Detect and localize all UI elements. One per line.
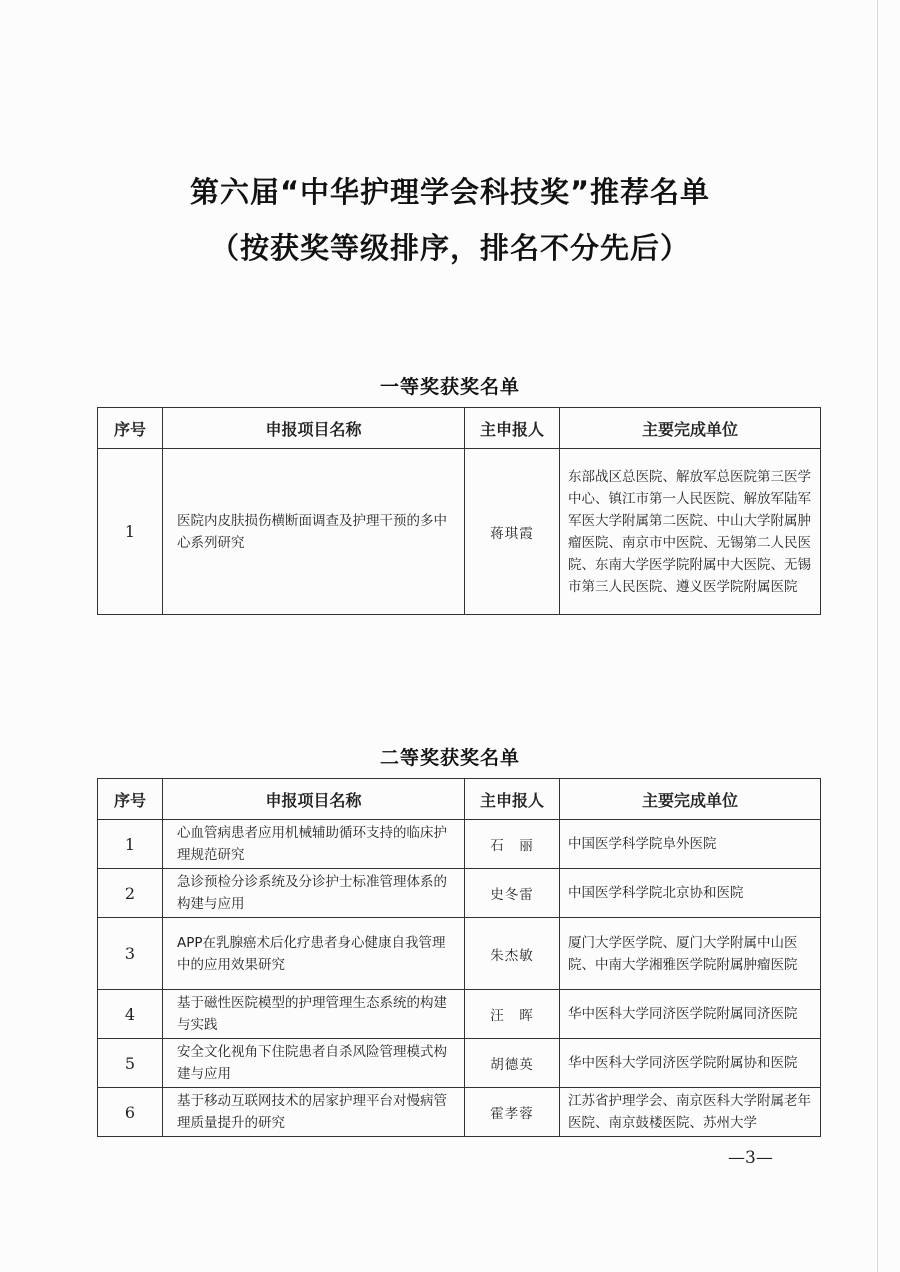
table-header-row: [98, 408, 821, 449]
row-num: 1: [98, 449, 163, 615]
header-project: 申报项目名称: [163, 408, 465, 449]
row-person: 石 丽: [465, 820, 560, 869]
row-unit: 中国医学科学院阜外医院: [560, 820, 821, 869]
header-num: 序号: [98, 779, 163, 820]
table-row: [98, 990, 821, 1039]
second-prize-title: 二等奖获奖名单: [379, 747, 520, 769]
table-row: [98, 918, 821, 990]
table-row: [98, 1088, 821, 1137]
row-project: 心血管病患者应用机械辅助循环支持的临床护理规范研究: [163, 820, 465, 869]
table-header-row: [98, 779, 821, 820]
header-unit: 主要完成单位: [560, 408, 821, 449]
row-unit: 华中医科大学同济医学院附属同济医院: [560, 990, 821, 1039]
row-unit: 江苏省护理学会、南京医科大学附属老年医院、南京鼓楼医院、苏州大学: [560, 1088, 821, 1137]
row-person: 胡德英: [465, 1039, 560, 1088]
row-person: 汪 晖: [465, 990, 560, 1039]
row-project: 基于磁性医院模型的护理管理生态系统的构建与实践: [163, 990, 465, 1039]
document-subtitle: （按获奖等级排序，排名不分先后）: [209, 231, 690, 265]
page-number: —3—: [728, 1148, 773, 1168]
row-person: 霍孝蓉: [465, 1088, 560, 1137]
table-row: [98, 449, 821, 615]
document-title: 第六届“中华护理学会科技奖”推荐名单: [189, 175, 711, 209]
row-project: 基于移动互联网技术的居家护理平台对慢病管理质量提升的研究: [163, 1088, 465, 1137]
row-num: 5: [98, 1039, 163, 1088]
header-num: 序号: [98, 408, 163, 449]
row-num: 3: [98, 918, 163, 990]
row-project: 医院内皮肤损伤横断面调查及护理干预的多中心系列研究: [163, 449, 465, 615]
row-person: 史冬雷: [465, 869, 560, 918]
row-person: 蒋琪霞: [465, 449, 560, 615]
row-person: 朱杰敏: [465, 918, 560, 990]
row-unit: 中国医学科学院北京协和医院: [560, 869, 821, 918]
header-project: 申报项目名称: [163, 779, 465, 820]
table-row: [98, 820, 821, 869]
table-row: [98, 1039, 821, 1088]
header-person: 主申报人: [465, 408, 560, 449]
row-num: 1: [98, 820, 163, 869]
row-unit: 东部战区总医院、解放军总医院第三医学中心、镇江市第一人民医院、解放军陆军军医大学附属第二医院、中山大学附属肿瘤医院、南京市中医院、无锡第二人民医院、东南大学医学院附属中大医院、无锡市第三人民医院、遵义医学院附属医院: [560, 449, 821, 615]
row-project: APP在乳腺癌术后化疗患者身心健康自我管理中的应用效果研究: [163, 918, 465, 990]
first-prize-title: 一等奖获奖名单: [379, 376, 520, 398]
row-num: 2: [98, 869, 163, 918]
row-project: 安全文化视角下住院患者自杀风险管理模式构建与应用: [163, 1039, 465, 1088]
header-unit: 主要完成单位: [560, 779, 821, 820]
row-unit: 华中医科大学同济医学院附属协和医院: [560, 1039, 821, 1088]
second-prize-table: [97, 778, 821, 1137]
header-person: 主申报人: [465, 779, 560, 820]
row-project: 急诊预检分诊系统及分诊护士标准管理体系的构建与应用: [163, 869, 465, 918]
row-num: 6: [98, 1088, 163, 1137]
table-row: [98, 869, 821, 918]
row-unit: 厦门大学医学院、厦门大学附属中山医院、中南大学湘雅医学院附属肿瘤医院: [560, 918, 821, 990]
first-prize-table: [97, 407, 821, 615]
row-num: 4: [98, 990, 163, 1039]
